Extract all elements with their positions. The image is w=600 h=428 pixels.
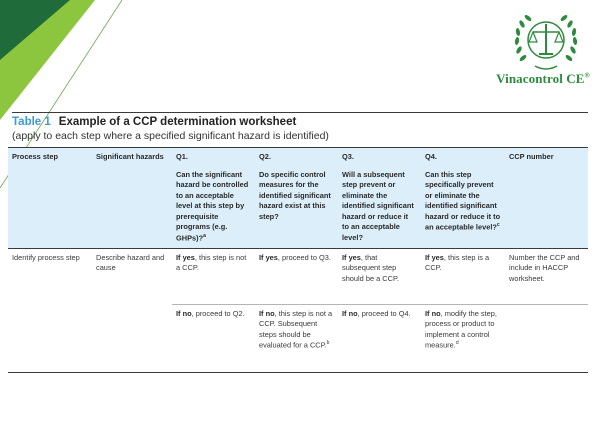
header-q4: Q4. Can this step specifically prevent or eliminate the identified significant hazard or reduce it to an acceptable level?$^c$ [421,148,505,249]
cell-ccp-number: Number the CCP and include in HACCP worksheet. [509,252,580,283]
cell-q4-yes: If yes, this step is a CCP. [425,252,490,273]
header-q3: Q3. Will a subsequent step prevent or eliminate the identified significant hazard or reduce it to an acceptable level? [338,148,421,249]
ccp-worksheet-table [8,147,588,373]
header-process-step: Process step [8,148,92,249]
header-q1: Q1. Can the significant hazard be controlled to an acceptable level at this step by prerequisite programs (e.g. GHPs)?$^a$ [172,148,255,249]
cell-q3-no: If no, proceed to Q4. [338,304,421,372]
cell-q1-no: If no, proceed to Q2. [172,304,255,372]
cell-q4-no: If no, modify the step, process or product to implement a control measure.$^d$ [421,304,505,372]
table-label: Table 1 [12,116,51,128]
cell-q2-no: If no, this step is not a CCP. Subsequent steps should be evaluated for a CCP.$^b$ [255,304,338,372]
cell-process-step: Identify process step [12,252,80,262]
brand-name: Vinacontrol CE® [496,71,590,86]
table-title [12,116,296,128]
cell-empty [92,304,172,372]
table-subtitle: (apply to each step where a specified significant hazard is identified) [12,130,329,142]
table-row [8,304,588,372]
table-title-text: Example of a CCP determination worksheet [58,116,297,128]
header-ccp-number: CCP number [505,148,588,249]
top-rule [12,112,588,113]
table-row [8,248,588,304]
table-header-row [8,148,588,249]
laurel-scale-emblem-icon [511,10,581,72]
cell-empty [505,304,588,372]
header-q2: Q2. Do specific control measures for the identified significant hazard exist at this step? [255,148,338,249]
cell-empty [8,304,92,372]
header-hazards: Significant hazards [92,148,172,249]
cell-q1-yes: If yes, this step is not a CCP. [176,252,247,273]
cell-hazards: Describe hazard and cause [96,252,165,273]
cell-q3-yes: If yes, that subsequent step should be a CCP. [342,252,399,283]
cell-q2-yes: If yes, proceed to Q3. [259,252,331,262]
